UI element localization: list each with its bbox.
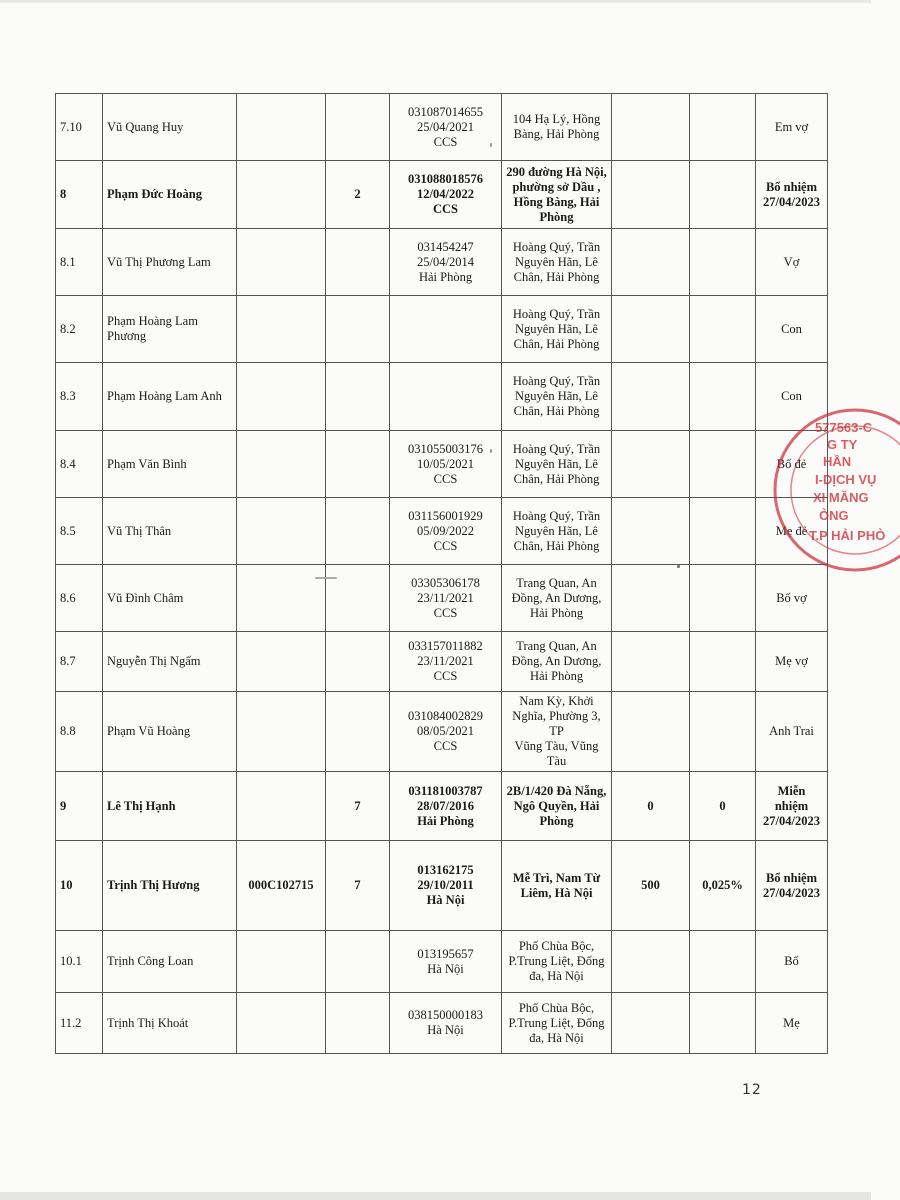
cell-address (502, 565, 612, 632)
cell-quantity (612, 692, 690, 772)
table-row (56, 993, 828, 1054)
cell-position (326, 431, 390, 498)
table-row (56, 692, 828, 772)
cell-account (237, 431, 326, 498)
person-name: Trịnh Thị Khoát (107, 1015, 189, 1030)
person-name: Phạm Hoàng Lam Phương (107, 314, 198, 343)
cell-quantity (612, 229, 690, 296)
id-line: 013162175 (417, 863, 474, 877)
id-line: 031156001929 (408, 508, 483, 523)
cell-account (237, 296, 326, 363)
cell-position (326, 498, 390, 565)
cell-name (103, 841, 237, 931)
cell-id (390, 692, 502, 772)
cell-position (326, 161, 390, 229)
table-row (56, 229, 828, 296)
cell-name (103, 229, 237, 296)
cell-note (756, 632, 828, 692)
cell-id (390, 931, 502, 993)
cell-account (237, 841, 326, 931)
cell-position (326, 296, 390, 363)
share-quantity: 0 (647, 798, 654, 813)
cell-ratio (690, 498, 756, 565)
address-line: Hoàng Quý, Trần (512, 306, 601, 321)
cell-index (56, 498, 103, 565)
related-persons-table (55, 93, 828, 1054)
cell-address (502, 431, 612, 498)
address-line: Chân, Hải Phòng (513, 336, 600, 351)
id-line: 08/05/2021 (417, 724, 474, 738)
relationship-note: Vợ (783, 254, 800, 269)
relationship-note: Bố đẻ (776, 456, 807, 471)
cell-position (326, 229, 390, 296)
id-line: 25/04/2021 (417, 119, 474, 134)
cell-ratio (690, 993, 756, 1054)
cell-id (390, 841, 502, 931)
address-line: 290 đường Hà Nội, (506, 164, 607, 179)
seal-text-line: HẦN (823, 454, 852, 469)
cell-position (326, 692, 390, 772)
cell-name (103, 296, 237, 363)
address-line: Nguyên Hãn, Lê (515, 523, 598, 538)
scan-speck (677, 565, 680, 568)
cell-position (326, 565, 390, 632)
relationship-note: Mẹ đẻ (775, 523, 808, 538)
cell-quantity (612, 565, 690, 632)
address-line: Hoàng Quý, Trần (512, 239, 601, 254)
table-row (56, 161, 828, 229)
cell-note (756, 772, 828, 841)
id-line: CCS (433, 538, 458, 553)
address-line: Hải Phòng (529, 669, 584, 683)
address-line: Mễ Trì, Nam Từ (512, 870, 601, 885)
cell-note (756, 931, 828, 993)
table-row (56, 498, 828, 565)
address-line: Trang Quan, An (516, 639, 597, 653)
cell-id (390, 772, 502, 841)
cell-ratio (690, 692, 756, 772)
cell-quantity (612, 296, 690, 363)
id-line: 23/11/2021 (417, 590, 474, 605)
cell-account (237, 632, 326, 692)
id-line: 28/07/2016 (417, 798, 474, 813)
position-code: 7 (354, 878, 361, 892)
id-line: 031181003787 (408, 783, 483, 798)
address-line: Phố Chùa Bộc, (518, 939, 595, 953)
address-line: Nguyên Hãn, Lê (515, 254, 598, 269)
address-line: Phòng (539, 813, 574, 828)
address-line: phường sở Dầu , (512, 179, 601, 194)
cell-address (502, 363, 612, 431)
cell-position (326, 993, 390, 1054)
cell-ratio (690, 565, 756, 632)
cell-note (756, 161, 828, 229)
id-line: 031088018576 (408, 172, 483, 186)
cell-account (237, 229, 326, 296)
row-index: 11.2 (60, 1015, 82, 1030)
cell-quantity (612, 931, 690, 993)
share-ratio: 0 (719, 798, 726, 813)
cell-address (502, 772, 612, 841)
id-line: 23/11/2021 (417, 654, 474, 668)
relationship-note: Mẹ vợ (775, 654, 808, 668)
cell-ratio (690, 363, 756, 431)
address-line: Chân, Hải Phòng (513, 404, 600, 418)
cell-address (502, 931, 612, 993)
id-line: 031055003176 (408, 441, 483, 456)
cell-index (56, 161, 103, 229)
cell-id (390, 296, 502, 363)
person-name: Phạm Văn Bình (107, 456, 187, 471)
seal-text-line: G TY (827, 437, 858, 452)
relationship-note: Em vợ (774, 119, 809, 134)
cell-account (237, 161, 326, 229)
address-line: Vũng Tàu, Vũng Tàu (514, 739, 599, 768)
cell-account (237, 692, 326, 772)
id-line: 031454247 (417, 239, 474, 254)
row-index: 8.7 (60, 654, 76, 668)
securities-account: 000C102715 (248, 878, 314, 892)
cell-address (502, 498, 612, 565)
address-line: Phòng (539, 209, 574, 224)
cell-id (390, 565, 502, 632)
row-index: 8.4 (60, 456, 76, 471)
person-name: Vũ Thị Phương Lam (107, 254, 211, 269)
table-row (56, 94, 828, 161)
address-line: Nam Kỳ, Khởi (519, 694, 594, 708)
cell-address (502, 229, 612, 296)
id-line: 12/04/2022 (417, 187, 474, 201)
table-body (56, 94, 828, 1054)
address-line: Hồng Bàng, Hải (513, 194, 600, 209)
cell-quantity (612, 161, 690, 229)
relationship-note: Bố (784, 954, 799, 968)
cell-index (56, 565, 103, 632)
address-line: Liêm, Hà Nội (520, 885, 593, 900)
cell-name (103, 692, 237, 772)
cell-note (756, 565, 828, 632)
person-name: Vũ Quang Huy (107, 119, 184, 134)
id-line: 038150000183 (408, 1008, 483, 1022)
address-line: Nguyên Hãn, Lê (515, 321, 598, 336)
address-line: Chân, Hải Phòng (513, 538, 600, 553)
cell-note (756, 229, 828, 296)
cell-id (390, 94, 502, 161)
scan-speck (490, 143, 492, 147)
address-line: Nguyên Hãn, Lê (515, 389, 598, 403)
cell-note (756, 296, 828, 363)
share-ratio: 0,025% (702, 878, 743, 892)
address-line: Nghĩa, Phường 3, TP (512, 709, 601, 738)
cell-index (56, 296, 103, 363)
seal-text-line: XI MĂNG (813, 490, 869, 505)
table-row (56, 363, 828, 431)
cell-name (103, 931, 237, 993)
cell-address (502, 993, 612, 1054)
address-line: Bàng, Hải Phòng (513, 127, 600, 141)
person-name: Lê Thị Hạnh (107, 798, 176, 813)
person-name: Phạm Đức Hoàng (107, 187, 203, 201)
cell-address (502, 296, 612, 363)
cell-index (56, 772, 103, 841)
person-name: Nguyễn Thị Ngấm (107, 654, 201, 668)
scan-edge-bottom (0, 1192, 871, 1200)
person-name: Trịnh Công Loan (107, 954, 194, 968)
row-index: 8.6 (60, 590, 76, 605)
person-name: Vũ Đình Châm (107, 590, 184, 605)
cell-name (103, 993, 237, 1054)
cell-id (390, 161, 502, 229)
cell-note (756, 94, 828, 161)
relationship-note: Con (781, 389, 802, 403)
cell-quantity (612, 632, 690, 692)
row-index: 8.5 (60, 523, 76, 538)
id-line: CCS (432, 202, 458, 216)
person-name: Vũ Thị Thân (107, 523, 172, 538)
id-line: CCS (433, 669, 458, 683)
address-line: Trang Quan, An (516, 575, 597, 590)
cell-account (237, 931, 326, 993)
id-line: Hải Phòng (418, 269, 473, 284)
cell-quantity (612, 431, 690, 498)
row-index: 7.10 (60, 119, 82, 134)
cell-index (56, 94, 103, 161)
id-line: Hà Nội (426, 893, 465, 907)
address-line: Đồng, An Dương, (511, 590, 602, 605)
table-row (56, 772, 828, 841)
id-line: 03305306178 (411, 575, 480, 590)
seal-text-line: 577563-C (815, 420, 873, 435)
scan-speck (490, 449, 492, 453)
row-index: 8.2 (60, 321, 76, 336)
cell-account (237, 772, 326, 841)
id-line: 031084002829 (408, 709, 483, 723)
cell-position (326, 363, 390, 431)
address-line: Đồng, An Dương, (511, 654, 602, 668)
cell-name (103, 161, 237, 229)
cell-address (502, 94, 612, 161)
id-line: CCS (433, 605, 458, 620)
cell-index (56, 692, 103, 772)
address-line: Hải Phòng (529, 605, 584, 620)
relationship-note: Bổ nhiệm 27/04/2023 (763, 179, 820, 209)
id-line: CCS (433, 739, 458, 753)
cell-account (237, 565, 326, 632)
id-line: CCS (433, 471, 458, 486)
cell-name (103, 94, 237, 161)
id-line: 25/04/2014 (417, 254, 474, 269)
cell-index (56, 632, 103, 692)
relationship-note: Bổ nhiệm 27/04/2023 (763, 870, 820, 900)
cell-id (390, 229, 502, 296)
row-index: 8 (60, 187, 67, 201)
scan-speck (315, 577, 337, 579)
cell-name (103, 431, 237, 498)
cell-index (56, 841, 103, 931)
address-line: Phố Chùa Bộc, (518, 1000, 595, 1015)
cell-note (756, 993, 828, 1054)
cell-quantity (612, 94, 690, 161)
address-line: Nguyên Hãn, Lê (515, 456, 598, 471)
cell-id (390, 363, 502, 431)
position-code: 7 (354, 798, 361, 813)
cell-index (56, 993, 103, 1054)
cell-address (502, 692, 612, 772)
cell-index (56, 229, 103, 296)
table-row (56, 931, 828, 993)
page-number: 12 (742, 1082, 762, 1098)
row-index: 10.1 (60, 954, 82, 968)
id-line: 29/10/2011 (417, 878, 474, 892)
cell-quantity (612, 841, 690, 931)
table-row (56, 632, 828, 692)
relationship-note: Con (781, 321, 802, 336)
cell-note (756, 841, 828, 931)
id-line: 05/09/2022 (417, 523, 474, 538)
id-line: CCS (433, 134, 458, 149)
id-line: Hà Nội (427, 1023, 464, 1037)
table-row (56, 565, 828, 632)
cell-id (390, 632, 502, 692)
cell-ratio (690, 94, 756, 161)
cell-account (237, 498, 326, 565)
cell-address (502, 161, 612, 229)
address-line: Hoàng Quý, Trần (512, 508, 601, 523)
relationship-note: Mẹ (783, 1015, 800, 1030)
address-line: 2B/1/420 Đà Nẵng, (506, 783, 607, 798)
address-line: Hoàng Quý, Trần (512, 374, 601, 388)
address-line: đa, Hà Nội (529, 1030, 584, 1045)
cell-position (326, 772, 390, 841)
cell-ratio (690, 296, 756, 363)
row-index: 9 (60, 798, 67, 813)
cell-quantity (612, 498, 690, 565)
person-name: Phạm Vũ Hoàng (107, 724, 191, 738)
cell-name (103, 565, 237, 632)
cell-account (237, 993, 326, 1054)
row-index: 10 (60, 878, 73, 892)
seal-text-line: ÒNG (819, 508, 849, 523)
address-line: 104 Hạ Lý, Hồng (512, 112, 601, 126)
cell-address (502, 841, 612, 931)
cell-index (56, 431, 103, 498)
cell-ratio (690, 431, 756, 498)
scan-edge-top (0, 0, 871, 3)
address-line: Hoàng Quý, Trần (512, 441, 601, 456)
relationship-note: Anh Trai (769, 724, 814, 738)
id-line: 031087014655 (408, 104, 483, 119)
row-index: 8.1 (60, 254, 76, 269)
id-line: 013195657 (417, 946, 474, 961)
cell-name (103, 363, 237, 431)
cell-position (326, 632, 390, 692)
share-quantity: 500 (641, 878, 660, 892)
row-index: 8.8 (60, 724, 76, 738)
cell-name (103, 498, 237, 565)
table-row (56, 841, 828, 931)
cell-ratio (690, 229, 756, 296)
cell-id (390, 431, 502, 498)
person-name: Trịnh Thị Hương (107, 878, 200, 892)
cell-position (326, 841, 390, 931)
cell-ratio (690, 841, 756, 931)
cell-account (237, 363, 326, 431)
id-line: 10/05/2021 (417, 456, 474, 471)
relationship-note: Bố vợ (776, 590, 807, 605)
relationship-note: Miễn nhiệm 27/04/2023 (763, 783, 820, 828)
cell-name (103, 632, 237, 692)
cell-ratio (690, 161, 756, 229)
cell-quantity (612, 993, 690, 1054)
cell-address (502, 632, 612, 692)
cell-position (326, 94, 390, 161)
seal-text-line: I-DỊCH VỤ (815, 472, 877, 487)
id-line: Hải Phòng (417, 813, 474, 828)
address-line: Chân, Hải Phòng (513, 269, 600, 284)
cell-account (237, 94, 326, 161)
address-line: P.Trung Liệt, Đống (508, 954, 605, 968)
cell-quantity (612, 772, 690, 841)
cell-index (56, 363, 103, 431)
address-line: P.Trung Liệt, Đống (508, 1015, 605, 1030)
id-line: 033157011882 (408, 639, 483, 653)
person-name: Phạm Hoàng Lam Anh (107, 389, 222, 403)
cell-name (103, 772, 237, 841)
cell-ratio (690, 632, 756, 692)
table-row (56, 296, 828, 363)
cell-position (326, 931, 390, 993)
cell-ratio (690, 931, 756, 993)
address-line: đa, Hà Nội (529, 969, 584, 983)
position-code: 2 (354, 187, 361, 201)
seal-text-line: T.P HẢI PHÒ (809, 528, 886, 543)
cell-note (756, 692, 828, 772)
id-line: Hà Nội (427, 961, 464, 976)
cell-note (756, 431, 828, 498)
cell-id (390, 498, 502, 565)
address-line: Ngô Quyền, Hải (513, 798, 600, 813)
cell-quantity (612, 363, 690, 431)
address-line: Chân, Hải Phòng (513, 471, 600, 486)
cell-index (56, 931, 103, 993)
cell-ratio (690, 772, 756, 841)
row-index: 8.3 (60, 389, 76, 403)
cell-id (390, 993, 502, 1054)
table-row (56, 431, 828, 498)
